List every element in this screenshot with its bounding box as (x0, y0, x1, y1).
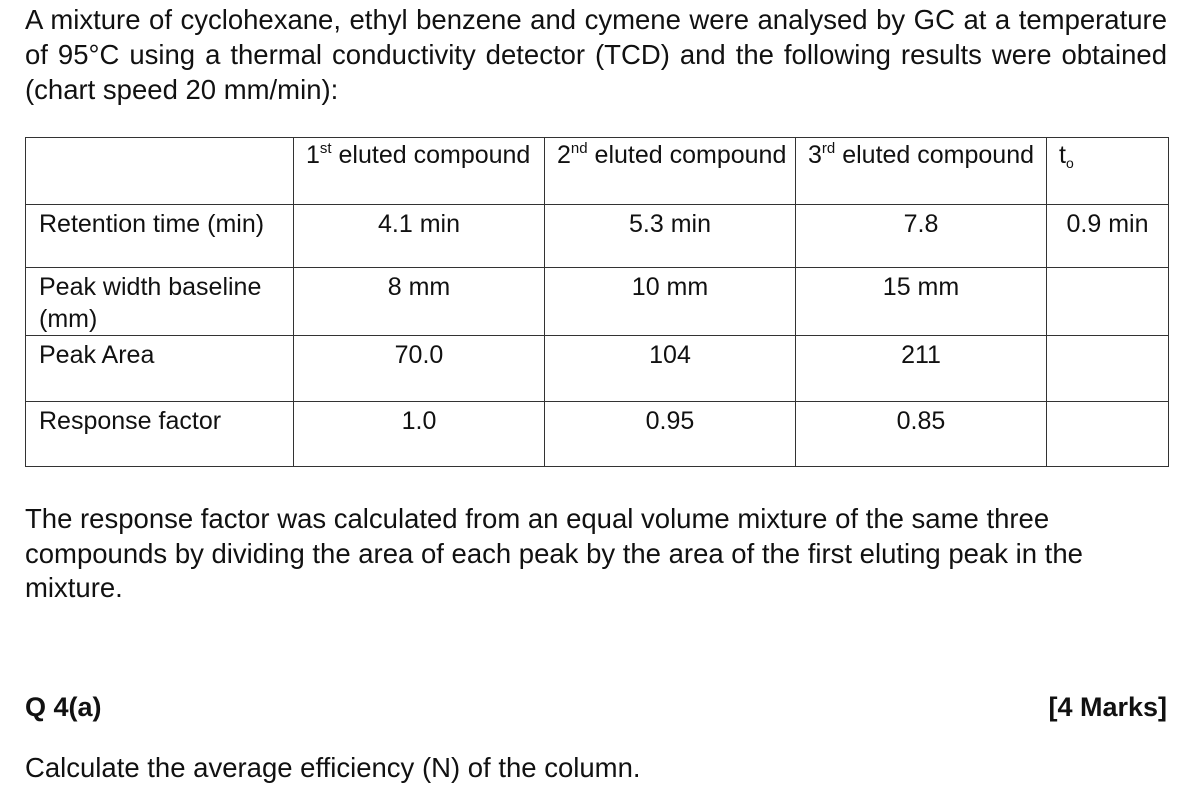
table-cell (545, 402, 796, 467)
header-dead-time (1047, 138, 1169, 205)
table-header-row (26, 138, 1169, 205)
row-label: Peak width baseline (mm) (26, 268, 294, 336)
cell-value: 211 (901, 341, 941, 369)
cell-value: 7.8 (903, 210, 939, 238)
table-cell (545, 268, 796, 336)
table-cell (796, 336, 1047, 402)
cell-value: 70.0 (394, 341, 444, 369)
table-cell (294, 268, 545, 336)
question-text: Calculate the average efficiency (N) of the column. (25, 752, 641, 783)
row-label: Response factor (26, 402, 294, 467)
header-ordinal-suffix: st (319, 140, 332, 157)
cell-value: 15 mm (882, 273, 960, 301)
header-t-subscript: o (1065, 155, 1074, 171)
table-cell (1047, 205, 1169, 268)
cell-value: 104 (649, 341, 691, 369)
header-ordinal-suffix: nd (570, 140, 588, 157)
table-cell (294, 402, 545, 467)
header-third-eluted (796, 138, 1047, 205)
table-cell (294, 205, 545, 268)
header-ordinal: 3 (808, 141, 822, 169)
table-cell (1047, 402, 1169, 467)
header-ordinal: 2 (557, 141, 571, 169)
cell-value: 1.0 (401, 407, 437, 435)
header-text: eluted compound (842, 141, 1035, 169)
cell-value: 10 mm (631, 273, 709, 301)
table-cell (294, 336, 545, 402)
table-cell (796, 268, 1047, 336)
table-cell (796, 205, 1047, 268)
cell-value: 0.95 (645, 407, 695, 435)
table-row (26, 205, 1169, 268)
header-empty-cell (26, 138, 294, 205)
cell-value: 0.9 min (1066, 210, 1149, 238)
table-cell (1047, 268, 1169, 336)
table-cell (796, 402, 1047, 467)
header-t: t (1059, 141, 1066, 169)
header-text: eluted compound (594, 141, 787, 169)
intro-paragraph: A mixture of cyclohexane, ethyl benzene and cymene were analysed by GC at a temperature of 95°C using a thermal conductivity detector (TCD) and the following results were obtained (chart speed 20 mm/min): (25, 4, 1167, 105)
response-factor-note: The response factor was calculated from an equal volume mixture of the same three compounds by dividing the area of each peak by the area of the first eluting peak in the mixture. (25, 503, 1083, 603)
table-cell (545, 336, 796, 402)
table-row (26, 336, 1169, 402)
table-cell (545, 205, 796, 268)
cell-value: 8 mm (387, 273, 451, 301)
header-ordinal-suffix: rd (821, 140, 836, 157)
question-label: Q 4(a) (25, 692, 102, 722)
question-marks: [4 Marks] (1048, 692, 1167, 722)
results-table (25, 137, 1169, 467)
table-cell (1047, 336, 1169, 402)
cell-value: 0.85 (896, 407, 946, 435)
table-row (26, 268, 1169, 336)
header-second-eluted (545, 138, 796, 205)
cell-value: 4.1 min (378, 210, 460, 238)
header-ordinal: 1 (306, 141, 320, 169)
cell-value: 5.3 min (629, 210, 711, 238)
header-text: eluted compound (338, 141, 531, 169)
table-row (26, 402, 1169, 467)
row-label: Retention time (min) (26, 205, 294, 268)
row-label: Peak Area (26, 336, 294, 402)
header-first-eluted (294, 138, 545, 205)
